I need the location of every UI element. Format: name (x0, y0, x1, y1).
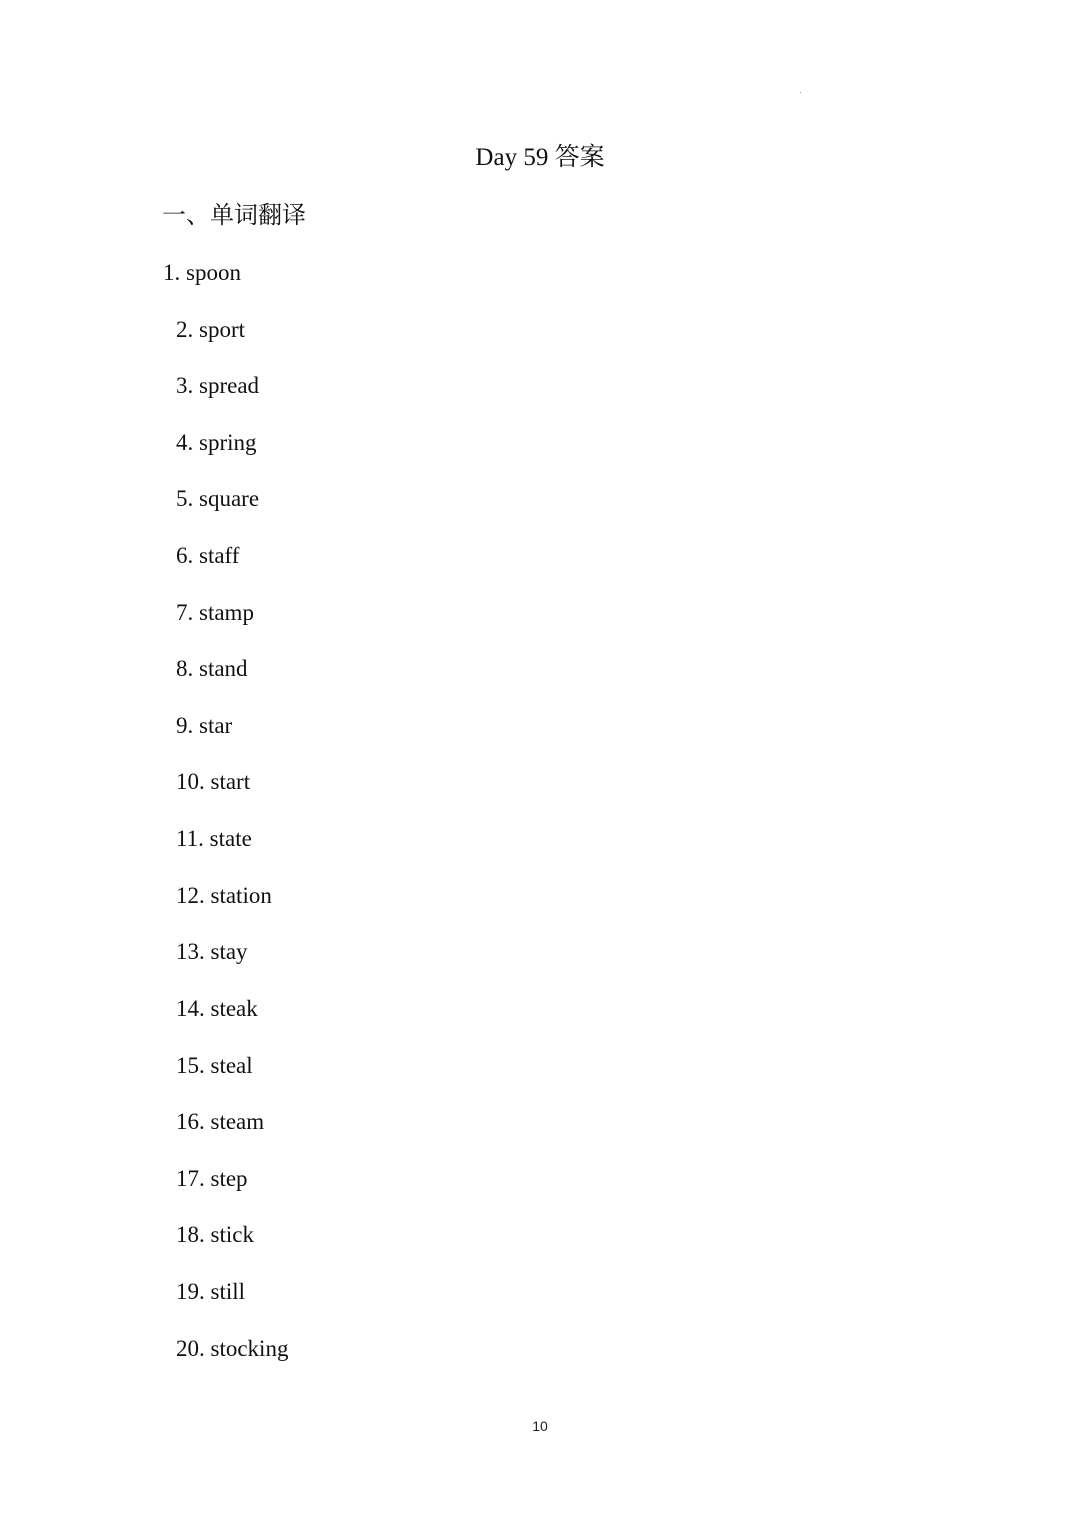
section-heading: 一、单词翻译 (162, 203, 306, 229)
answer-item: 8. stand (176, 656, 248, 681)
answer-item: 5. square (176, 486, 260, 511)
answer-item: 2. sport (176, 317, 245, 342)
answer-item: 14. steak (176, 996, 258, 1021)
answer-item: 20. stocking (176, 1336, 289, 1361)
answer-item: 9. star (176, 713, 233, 738)
answer-item: 11. state (176, 826, 252, 851)
answer-item: 13. stay (176, 939, 248, 964)
answer-item: 16. steam (176, 1109, 265, 1134)
answer-item: 1. spoon (163, 260, 241, 285)
page-number: 10 (532, 1418, 548, 1434)
answer-item: 18. stick (176, 1222, 254, 1247)
answer-item: 4. spring (176, 430, 257, 455)
answer-item: 19. still (176, 1279, 246, 1304)
answer-item: 10. start (176, 769, 251, 794)
answer-item: 15. steal (176, 1053, 253, 1078)
answer-item: 12. station (176, 883, 272, 908)
answer-item: 6. staff (176, 543, 240, 568)
answer-item: 3. spread (176, 373, 260, 398)
answer-item: 17. step (176, 1166, 248, 1191)
page-title: Day 59 答案 (475, 144, 605, 171)
answer-item: 7. stamp (176, 600, 254, 625)
